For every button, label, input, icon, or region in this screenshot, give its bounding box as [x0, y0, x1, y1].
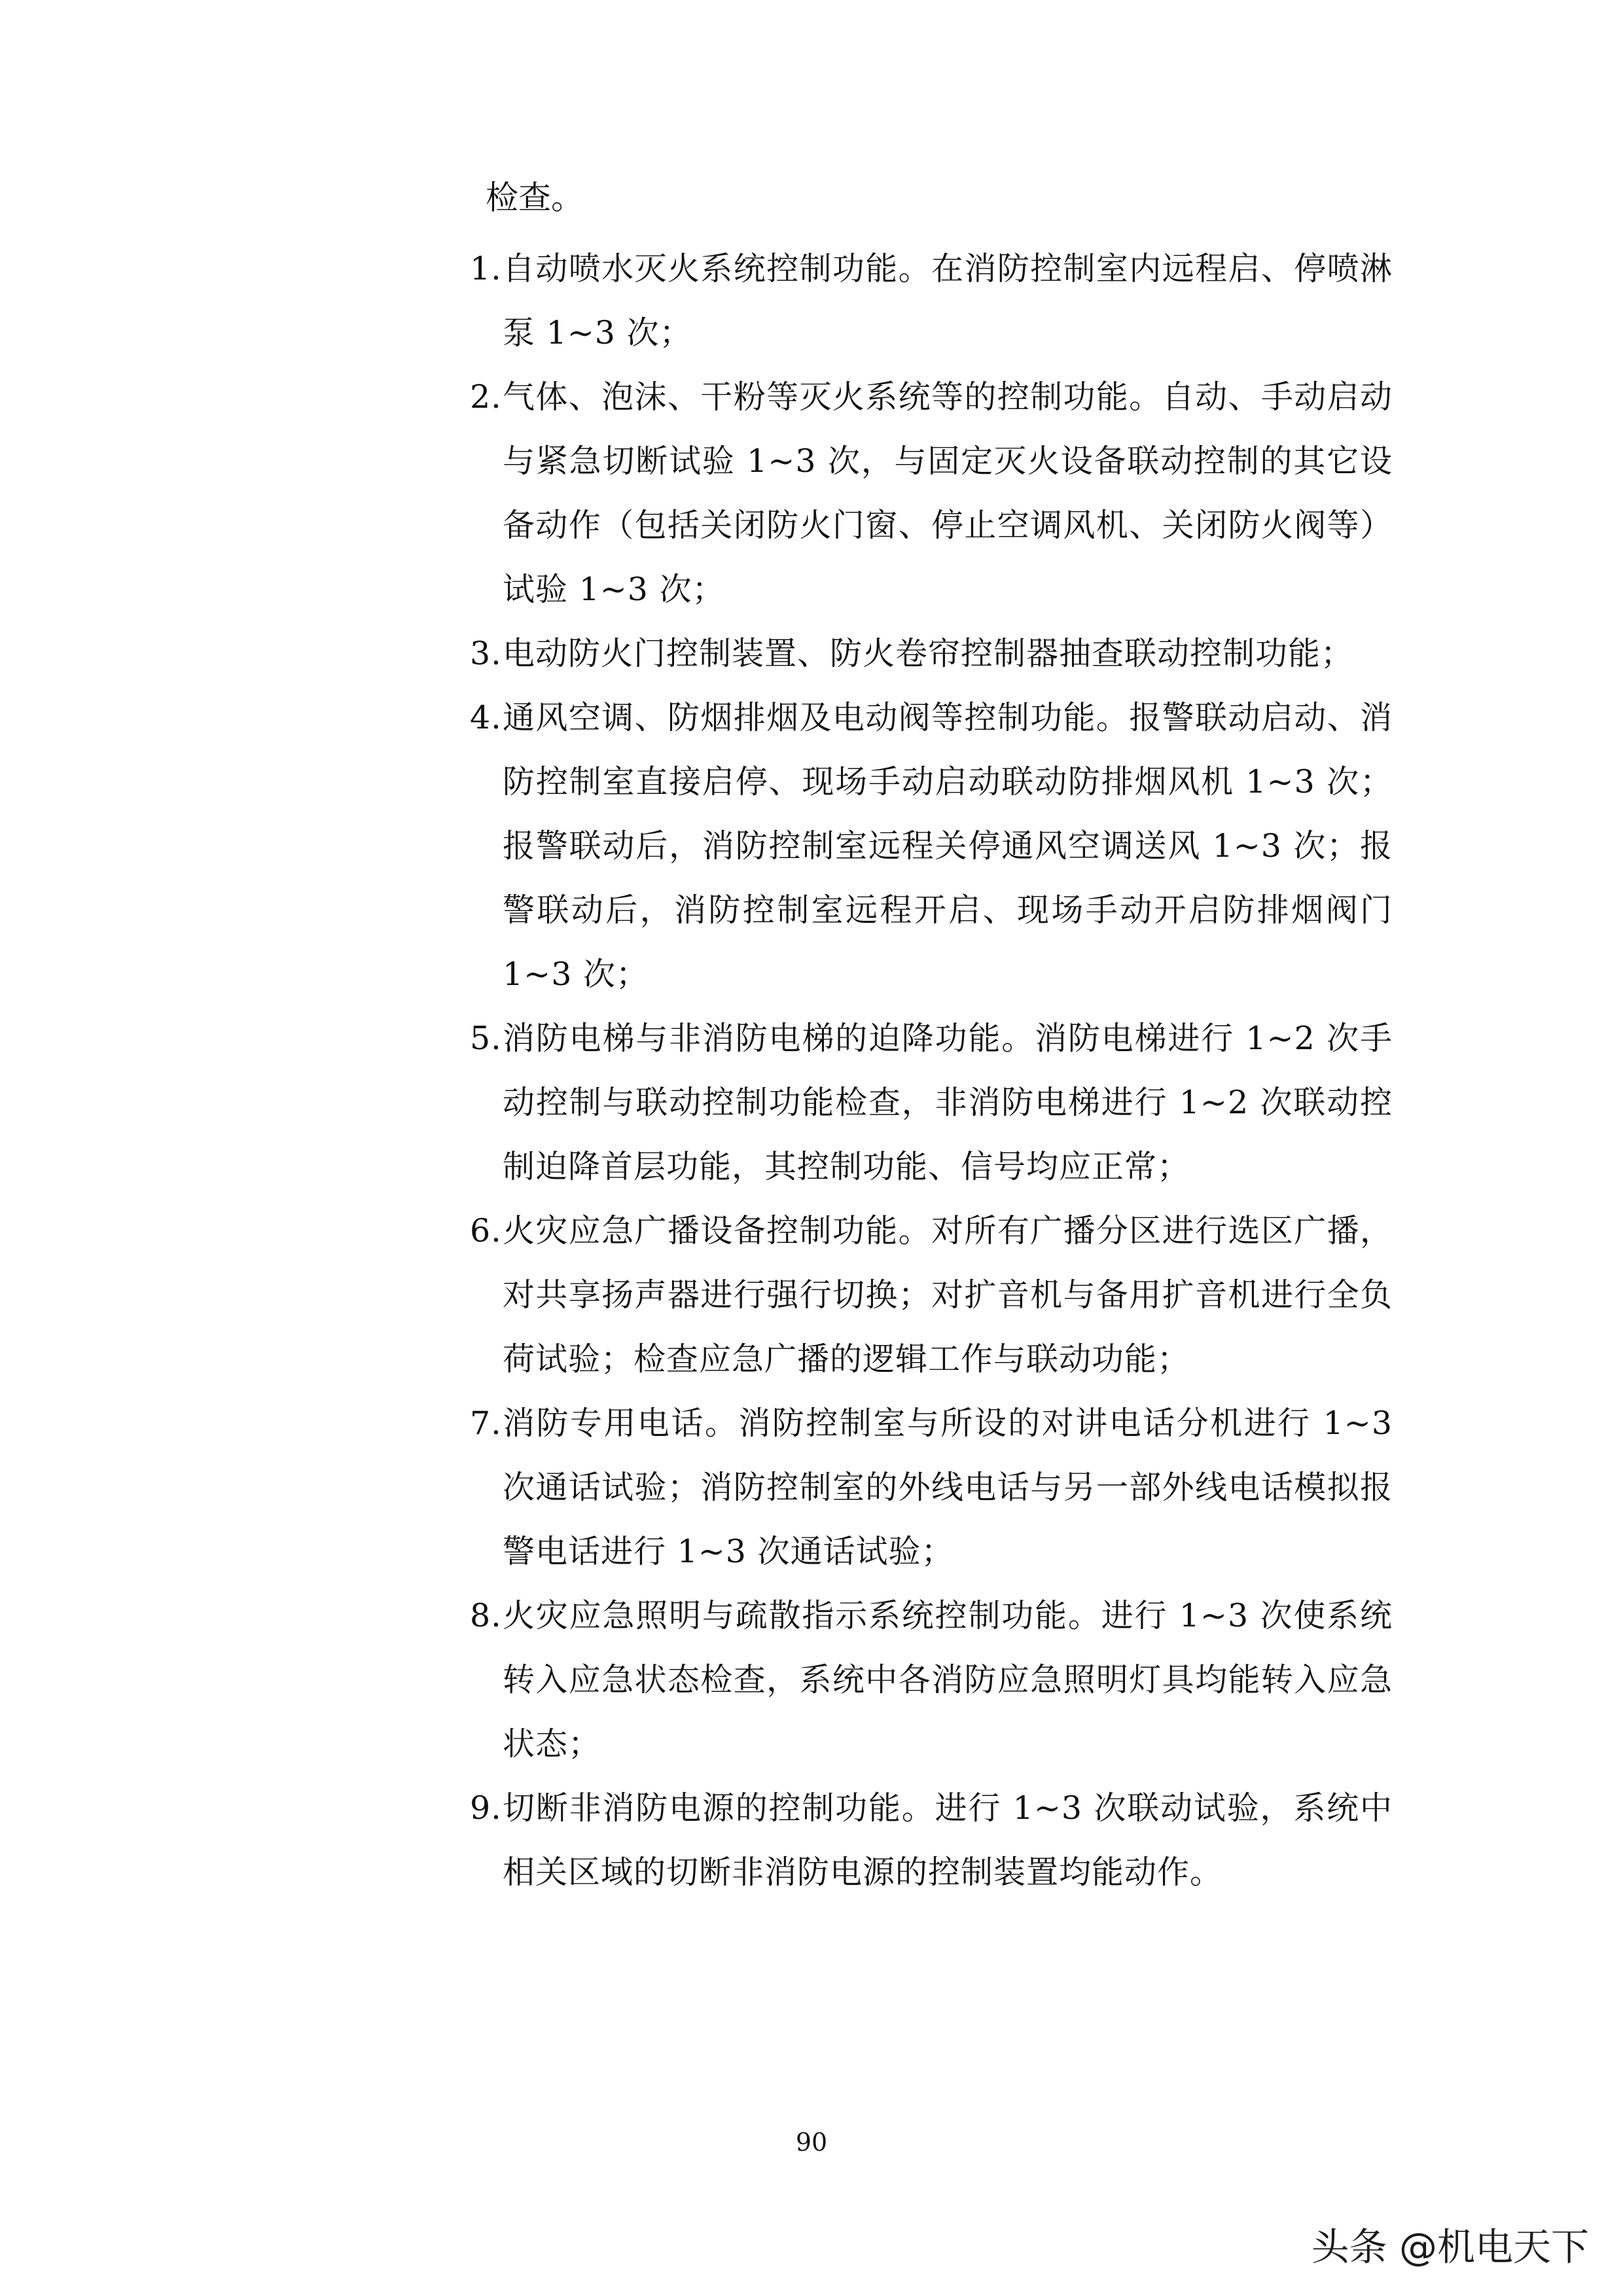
item-number: 9. — [470, 1789, 502, 1827]
item-text: 自动喷水灭火系统控制功能。在消防控制室内远程启、停喷淋泵 1~3 次； — [503, 250, 1393, 351]
item-number: 2. — [470, 378, 502, 416]
list-item — [470, 1776, 1393, 1905]
item-number: 7. — [470, 1405, 502, 1442]
source-watermark: 头条 @机电天下 — [1311, 2225, 1589, 2269]
list-item — [470, 365, 1393, 622]
list-item — [470, 622, 1393, 686]
item-text: 切断非消防电源的控制功能。进行 1~3 次联动试验，系统中相关区域的切断非消防电源的控制装置均能动作。 — [503, 1789, 1393, 1891]
item-text: 通风空调、防烟排烟及电动阀等控制功能。报警联动启动、消防控制室直接启停、现场手动启动联动防排烟风机 1~3 次；报警联动后，消防控制室远程关停通风空调送风 1~3 次；报警联动后，消防控制室远程开启、现场手动开启防排烟阀门 1~3 次； — [503, 699, 1393, 993]
item-number: 3. — [470, 635, 502, 672]
list-item — [470, 686, 1393, 1007]
list-item — [470, 1199, 1393, 1391]
item-number: 5. — [470, 1020, 502, 1057]
item-text: 消防专用电话。消防控制室与所设的对讲电话分机进行 1~3 次通话试验；消防控制室的外线电话与另一部外线电话模拟报警电话进行 1~3 次通话试验； — [503, 1405, 1393, 1570]
item-text: 火灾应急广播设备控制功能。对所有广播分区进行选区广播，对共享扬声器进行强行切换；对扩音机与备用扩音机进行全负荷试验；检查应急广播的逻辑工作与联动功能； — [503, 1212, 1393, 1378]
item-text: 消防电梯与非消防电梯的迫降功能。消防电梯进行 1~2 次手动控制与联动控制功能检查，非消防电梯进行 1~2 次联动控制迫降首层功能，其控制功能、信号均应正常； — [503, 1020, 1393, 1185]
list-item — [470, 1007, 1393, 1199]
item-number: 1. — [470, 250, 502, 287]
list-item — [470, 1391, 1393, 1584]
requirements-list — [470, 237, 1393, 1905]
lead-text: 检查。 — [486, 179, 584, 217]
item-text: 电动防火门控制装置、防火卷帘控制器抽查联动控制功能； — [503, 635, 1354, 672]
item-number: 4. — [470, 699, 502, 736]
item-text: 火灾应急照明与疏散指示系统控制功能。进行 1~3 次使系统转入应急状态检查，系统中各消防应急照明灯具均能转入应急状态； — [503, 1597, 1393, 1763]
item-number: 6. — [470, 1212, 502, 1249]
item-number: 8. — [470, 1597, 502, 1634]
list-item — [470, 1584, 1393, 1776]
item-text: 气体、泡沫、干粉等灭火系统等的控制功能。自动、手动启动与紧急切断试验 1~3 次，与固定灭火设备联动控制的其它设备动作（包括关闭防火门窗、停止空调风机、关闭防火阀等）试验 1~3 次； — [503, 378, 1393, 608]
list-item — [470, 237, 1393, 365]
page-number: 90 — [795, 2128, 828, 2157]
